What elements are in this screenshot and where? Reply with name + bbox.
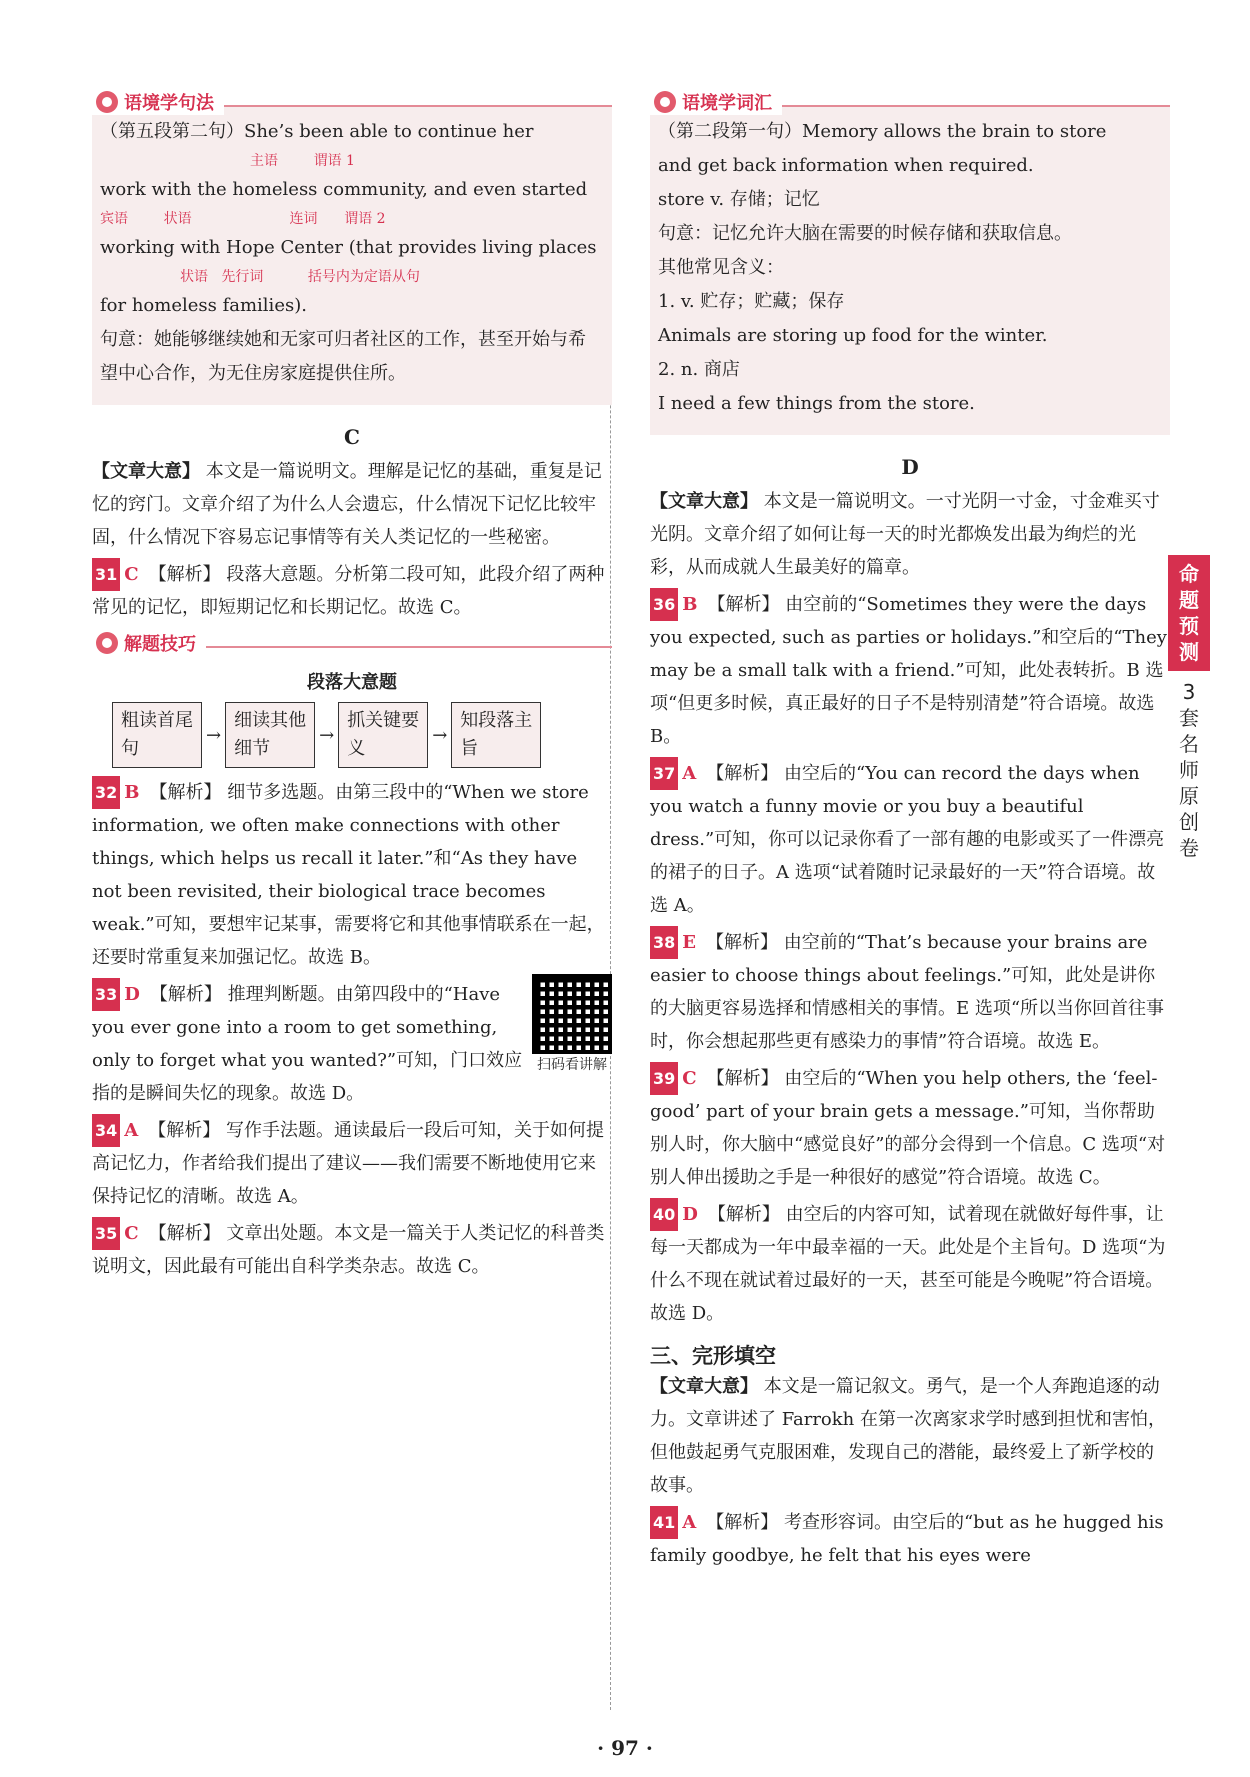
- box-line: store v. 存储；记忆: [658, 189, 820, 210]
- answer-letter: D: [124, 984, 140, 1005]
- vocab-box: [650, 93, 1170, 435]
- tips-tag: 解题技巧: [92, 630, 206, 656]
- tips-title: 段落大意题: [307, 672, 397, 693]
- qr-code-icon[interactable]: [532, 974, 612, 1054]
- explanation: 【解析】 由空后的“When you help others, the ‘feel-good’ part of your brain gets a message.”可知，当你帮助别人时，你大脑中“感觉良好”的部分会得到一个信息。C 选项“对别人伸出援助之手是一种很好的感觉”符合语境。故选 C。: [650, 1068, 1166, 1188]
- question-number: 34: [92, 1114, 120, 1147]
- explanation: 【解析】 由空前的“Sometimes they were the days you expected, such as parties or holidays.”和空后的“They may be a small talk with a friend.”可知，此处表转折。B 选项“但更多时候，真正最好的日子不是特别清楚”符合语境。故选 B。: [650, 594, 1167, 747]
- section-letter-c: C: [344, 425, 360, 449]
- tips-box: [92, 634, 612, 768]
- qr-block[interactable]: [532, 974, 612, 1074]
- flow-step: 细读其他细节: [225, 702, 315, 768]
- article-summary: [92, 455, 612, 554]
- article-summary: [650, 485, 1170, 584]
- answer-letter: B: [124, 782, 140, 803]
- answer-letter: A: [124, 1120, 139, 1141]
- answer-letter: B: [682, 594, 698, 615]
- question-number: 36: [650, 588, 678, 621]
- explanation: 【解析】 由空前的“That’s because your brains are easier to choose things about feelings.”可知，此处是讲你的大脑更容易选择和情感相关的事情。E 选项“所以当你回首往事时，你会想起那些更有感染力的事情”符合语境。故选 E。: [650, 932, 1165, 1052]
- explanation: 【解析】 考查形容词。由空后的“but as he hugged his family goodbye, he felt that his eyes were: [650, 1512, 1164, 1566]
- side-tab-top: 命 题 预 测: [1168, 555, 1210, 671]
- section-letter-d: D: [901, 455, 919, 479]
- tips-flow: [112, 702, 612, 768]
- answer-item: [92, 776, 612, 974]
- explanation: 【解析】 由空后的内容可知，试着现在就做好每件事，让每一天都成为一年中最幸福的一天。此处是个主旨句。D 选项“为什么不现在就试着过最好的一天，甚至可能是今晚呢”符合语境。故选 D。: [650, 1204, 1166, 1324]
- side-tab: [1168, 555, 1210, 861]
- right-column: [650, 93, 1170, 1572]
- explanation: 【解析】 推理判断题。由第四段中的“Have you ever gone into a room to get something, only to forget what you wanted?”可知，门口效应指的是瞬间失忆的现象。故选 D。: [92, 984, 523, 1104]
- arrow-icon: →: [432, 724, 448, 746]
- question-number: 33: [92, 978, 120, 1011]
- question-number: 39: [650, 1062, 678, 1095]
- question-number: 32: [92, 776, 120, 809]
- answer-letter: D: [682, 1204, 698, 1225]
- question-number: 37: [650, 757, 678, 790]
- explanation: 【解析】 由空后的“You can record the days when you watch a funny movie or you buy a beautiful dress.”可知，你可以记录你看了一部有趣的电影或买了一件漂亮的裙子的日子。A 选项“试着随时记录最好的一天”符合语境。故选 A。: [650, 763, 1165, 916]
- summary-text: 本文是一篇说明文。理解是记忆的基础，重复是记忆的窍门。文章介绍了为什么人会遗忘，什么情况下记忆比较牢固，什么情况下容易忘记事情等有关人类记忆的一些秘密。: [92, 461, 602, 548]
- question-number: 41: [650, 1506, 678, 1539]
- syntax-tag: 语境学句法: [92, 89, 224, 115]
- summary-text: 本文是一篇说明文。一寸光阴一寸金，寸金难买寸光阴。文章介绍了如何让每一天的时光都焕发出最为绚烂的光彩，从而成就人生最美好的篇章。: [650, 491, 1160, 578]
- explanation: 【解析】 写作手法题。通读最后一段后可知，关于如何提高记忆力，作者给我们提出了建议——我们需要不断地使用它来保持记忆的清晰。故选 A。: [92, 1120, 604, 1207]
- flow-step: 抓关键要义: [338, 702, 428, 768]
- explanation: 【解析】 文章出处题。本文是一篇关于人类记忆的科普类说明文，因此最有可能出自科学类杂志。故选 C。: [92, 1223, 605, 1277]
- answer-item: [650, 588, 1170, 753]
- teacher-icon: [96, 632, 118, 654]
- question-number: 38: [650, 926, 678, 959]
- box-translation: 句意：她能够继续她和无家可归者社区的工作，甚至开始与希望中心合作，为无住房家庭提供住所。: [100, 329, 586, 384]
- syntax-box: [92, 93, 612, 405]
- question-number: 40: [650, 1198, 678, 1231]
- article-summary: [650, 1370, 1170, 1502]
- side-tab-bottom: 3 套 名 师 原 创 卷: [1179, 680, 1199, 860]
- box-line: work with the homeless community, and even started: [100, 179, 588, 200]
- answer-item: [650, 1062, 1170, 1194]
- box-annotation: 主语 谓语 1: [250, 153, 355, 169]
- box-line: 句意：记忆允许大脑在需要的时候存储和获取信息。: [658, 223, 1072, 244]
- teacher-icon: [96, 91, 118, 113]
- box-line: I need a few things from the store.: [658, 393, 975, 414]
- summary-label: 【文章大意】: [92, 461, 200, 482]
- summary-text: 本文是一篇记叙文。勇气，是一个人奔跑追逐的动力。文章讲述了 Farrokh 在第一次离家求学时感到担忧和害怕，但他鼓起勇气克服困难，发现自己的潜能，最终爱上了新学校的故事。: [650, 1376, 1166, 1496]
- answer-item: [650, 1506, 1170, 1572]
- question-number: 31: [92, 558, 120, 591]
- teacher-icon: [654, 91, 676, 113]
- summary-label: 【文章大意】: [650, 1376, 758, 1397]
- box-line: 2. n. 商店: [658, 359, 740, 380]
- answer-item: [92, 1217, 612, 1283]
- flow-step: 知段落主旨: [451, 702, 541, 768]
- answer-letter: A: [682, 1512, 697, 1533]
- answer-letter: A: [682, 763, 697, 784]
- answer-letter: E: [682, 932, 696, 953]
- box-line: 其他常见含义：: [658, 257, 784, 278]
- summary-label: 【文章大意】: [650, 491, 758, 512]
- answer-item: [650, 757, 1170, 922]
- box-annotation: 状语 先行词 括号内为定语从句: [180, 269, 420, 285]
- answer-item: [92, 558, 612, 624]
- box-line: Animals are storing up food for the winter.: [658, 325, 1048, 346]
- answer-item: [650, 926, 1170, 1058]
- answer-item: [650, 1198, 1170, 1330]
- part-three-title: 三、完形填空: [650, 1344, 776, 1368]
- page-number: · 97 ·: [597, 1736, 653, 1760]
- box-line: 1. v. 贮存；贮藏；保存: [658, 291, 845, 312]
- left-column: [92, 93, 612, 1283]
- answer-item: [92, 1114, 612, 1213]
- box-line: and get back information when required.: [658, 155, 1034, 176]
- box-line: working with Hope Center (that provides living places: [100, 237, 597, 258]
- box-annotation: 宾语 状语 连词 谓语 2: [100, 211, 386, 227]
- answer-letter: C: [124, 564, 139, 585]
- box-line: （第二段第一句）Memory allows the brain to store: [658, 121, 1107, 142]
- question-number: 35: [92, 1217, 120, 1250]
- flow-step: 粗读首尾句: [112, 702, 202, 768]
- explanation: 【解析】 细节多选题。由第三段中的“When we store information, we often make connections with other things, which helps us recall it later.”和“As they have not been revisited, their biological trace becomes weak.”可知，要想牢记某事，需要将它和其他事情联系在一起，还要时常重复来加强记忆。故选 B。: [92, 782, 605, 968]
- box-line: for homeless families).: [100, 295, 307, 316]
- answer-letter: C: [682, 1068, 697, 1089]
- box-line: （第五段第二句）She’s been able to continue her: [100, 121, 534, 142]
- qr-label: 扫码看讲解: [537, 1057, 607, 1073]
- answer-letter: C: [124, 1223, 139, 1244]
- arrow-icon: →: [319, 724, 335, 746]
- vocab-tag: 语境学词汇: [650, 89, 782, 115]
- arrow-icon: →: [206, 724, 222, 746]
- explanation: 【解析】 段落大意题。分析第二段可知，此段介绍了两种常见的记忆，即短期记忆和长期记忆。故选 C。: [92, 564, 605, 618]
